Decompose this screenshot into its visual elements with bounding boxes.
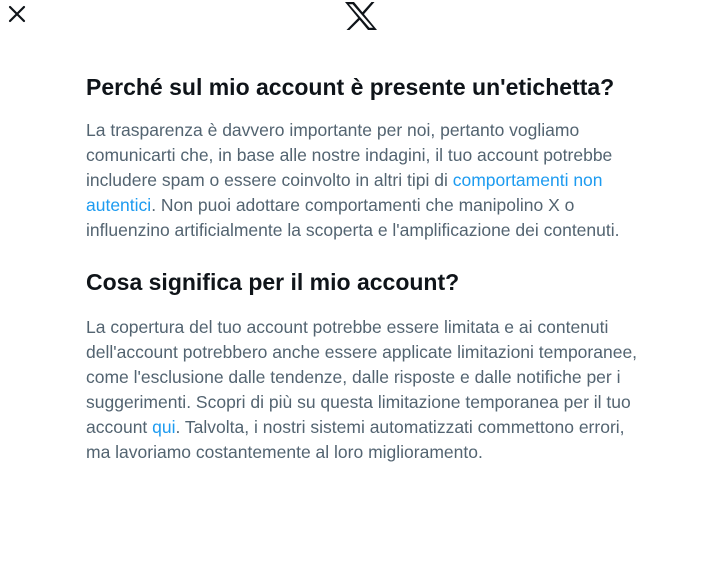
section-meaning-title: Cosa significa per il mio account? [86,269,460,295]
x-logo [344,0,378,32]
section-meaning-text-start: La copertura del tuo account potrebbe essere limitata e ai contenuti dell'account potrebbero anche essere applicate limitazioni temporanee, come l'esclusione dalle tendenze, dalle risposte e dalle notifiche per i suggerimenti. Scopri di più su questa limitazione temporanea per il tuo account [86,317,638,437]
section-label-text-end: . Non puoi adottare comportamenti che manipolino X o influenzino artificialmente la scoperta e l'amplificazione dei contenuti. [86,195,620,240]
inauthentic-behavior-link[interactable]: comportamenti non autentici [86,170,603,215]
learn-more-link[interactable]: qui [152,417,176,437]
close-icon [7,4,27,24]
section-label-text-start: La trasparenza è davvero importante per noi, pertanto vogliamo comunicarti che, in base alle nostre indagini, il tuo account potrebbe includere spam o essere coinvolto in altri tipi di [86,120,613,190]
section-meaning-text [86,315,646,465]
x-logo-icon [344,0,378,32]
close-button[interactable] [6,3,28,25]
section-label-title: Perché sul mio account è presente un'etichetta? [86,74,615,100]
main-content [86,70,646,465]
section-meaning-text-end: . Talvolta, i nostri sistemi automatizzati commettono errori, ma lavoriamo costantemente al loro miglioramento. [86,417,625,462]
section-label-text [86,118,646,243]
top-bar [0,0,722,36]
